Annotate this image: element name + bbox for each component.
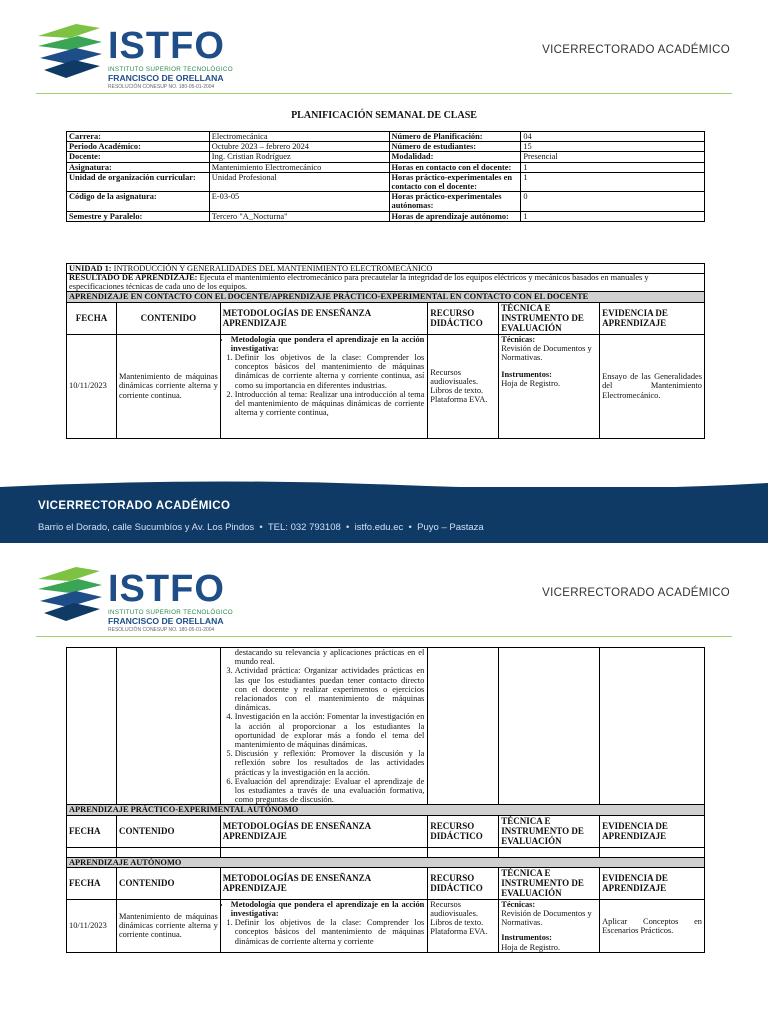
metodo-step: 3. Actividad práctica: Organizar actividades prácticas en las que los estudiantes puedan tener contacto directo con el docente y realizar experimentos o ejercicios relacionados con el mantenimiento de máquinas dinámicas. xyxy=(235,666,425,712)
info-label: Periodo Académico: xyxy=(67,142,210,152)
brand-name: ISTFO xyxy=(108,25,225,67)
row-tecnica xyxy=(499,899,600,952)
info-value: Electromecánica xyxy=(209,132,389,142)
tecnicas-label: Técnicas: xyxy=(501,899,536,909)
info-label: Carrera: xyxy=(67,132,210,142)
metodo-title: • Metodología que pondera el aprendizaje en la acción investigativa: xyxy=(231,335,425,353)
table-row xyxy=(67,899,705,952)
table-row xyxy=(67,334,705,438)
instrumentos-value: Hoja de Registro. xyxy=(501,942,561,952)
footer-web[interactable]: istfo.edu.ec xyxy=(354,522,404,533)
info-value: 04 xyxy=(521,132,705,142)
row-recurso: Recursos audiovisuales. Libros de texto. Plataforma EVA. xyxy=(428,334,499,438)
section-header xyxy=(67,805,705,815)
info-value: Ing. Cristian Rodríguez xyxy=(209,152,389,162)
row-evidencia: Aplicar Conceptos en Escenarios Prácticos. xyxy=(600,899,705,952)
info-label: Horas en contacto con el docente: xyxy=(389,162,521,172)
header-vicerrectorado: VICERRECTORADO ACADÉMICO xyxy=(542,587,730,599)
row-contenido: Mantenimiento de máquinas dinámicas corriente alterna y corriente continua. xyxy=(116,334,220,438)
info-value: Octubre 2023 – febrero 2024 xyxy=(209,142,389,152)
col-metodologia: METODOLOGÍAS DE ENSEÑANZA APRENDIZAJE xyxy=(220,302,428,334)
info-value: 1 xyxy=(521,162,705,172)
page-2 xyxy=(0,543,768,1024)
header-divider xyxy=(36,636,732,637)
header-vicerrectorado: VICERRECTORADO ACADÉMICO xyxy=(542,44,730,56)
footer-wave-icon xyxy=(0,477,768,497)
info-value: 0 xyxy=(521,192,705,211)
col-recurso: RECURSO DIDÁCTICO xyxy=(428,867,499,899)
row-metodologia xyxy=(220,334,428,438)
metodo-step: 2. Introducción al tema: Realizar una introducción al tema del mantenimiento de máquinas dinámicas de corriente alterna y corriente continua, xyxy=(235,390,425,418)
row-metodologia xyxy=(220,899,428,952)
istfo-emblem-icon xyxy=(36,565,106,631)
row-tecnica xyxy=(499,334,600,438)
col-tecnica: TÉCNICA E INSTRUMENTO DE EVALUACIÓN xyxy=(499,815,600,847)
col-evidencia: EVIDENCIA DE APRENDIZAJE xyxy=(600,815,705,847)
result-row xyxy=(67,274,705,292)
result-text: Ejecuta el mantenimiento electromecánico para precautelar la integridad de los equipos eléctricos y mecánicos basados en manuales y especificaciones técnicas de cada uno de los equipos. xyxy=(69,273,649,291)
tecnicas-value: Revisión de Documentos y Normativas. xyxy=(501,343,592,362)
document-title: PLANIFICACIÓN SEMANAL DE CLASE xyxy=(291,110,477,121)
row-recurso: Recursos audiovisuales. Libros de texto. Plataforma EVA. xyxy=(428,899,499,952)
col-recurso: RECURSO DIDÁCTICO xyxy=(428,302,499,334)
tecnicas-label: Técnicas: xyxy=(501,334,536,344)
info-value: Presencial xyxy=(521,152,705,162)
info-value: Tercero "A_Nocturna" xyxy=(209,211,389,221)
col-tecnica: TÉCNICA E INSTRUMENTO DE EVALUACIÓN xyxy=(499,302,600,334)
info-value: Unidad Profesional xyxy=(209,172,389,191)
info-label: Número de estudiantes: xyxy=(389,142,521,152)
unit-row xyxy=(67,264,705,274)
info-table xyxy=(66,131,705,222)
continuation-table xyxy=(66,647,705,953)
metodo-title: • Metodología que pondera el aprendizaje en la acción investigativa: xyxy=(231,900,425,918)
column-header-row xyxy=(67,302,705,334)
info-value: Mantenimiento Electromecánico xyxy=(209,162,389,172)
info-row xyxy=(67,152,705,162)
col-recurso: RECURSO DIDÁCTICO xyxy=(428,815,499,847)
col-contenido: CONTENIDO xyxy=(116,302,220,334)
col-metodologia: METODOLOGÍAS DE ENSEÑANZA APRENDIZAJE xyxy=(220,867,428,899)
footer-phone: TEL: 032 793108 xyxy=(267,522,341,533)
metodo-step: 6. Evaluación del aprendizaje: Evaluar el aprendizaje de los estudiantes a través de una evaluación formativa, como preguntas de discusión. xyxy=(235,777,425,805)
instrumentos-value: Hoja de Registro. xyxy=(501,379,561,389)
info-label: Unidad de organización curricular: xyxy=(67,172,210,191)
info-label: Horas de aprendizaje autónomo: xyxy=(389,211,521,221)
footer-address: Barrio el Dorado, calle Sucumbíos y Av. Los Pindos • TEL: 032 793108 • istfo.edu.ec • Puyo – Pastaza xyxy=(38,522,484,533)
col-evidencia: EVIDENCIA DE APRENDIZAJE xyxy=(600,302,705,334)
metodo-step: 1. Definir los objetivos de la clase: Comprender los conceptos básicos del mantenimiento de máquinas dinámicas de corriente alterna y corriente continua, así como su importancia en diferentes industrias. xyxy=(235,353,425,390)
brand-name: ISTFO xyxy=(108,568,225,610)
row-evidencia: Ensayo de las Generalidades del Mantenimiento Electromecánico. xyxy=(600,334,705,438)
info-value: 1 xyxy=(521,211,705,221)
section-title: APRENDIZAJE EN CONTACTO CON EL DOCENTE/APRENDIZAJE PRÁCTICO-EXPERIMENTAL EN CONTACTO CON EL DOCENTE xyxy=(67,292,705,302)
brand-subtitle-2: FRANCISCO DE ORELLANA xyxy=(108,616,224,626)
col-fecha: FECHA xyxy=(67,302,117,334)
col-fecha: FECHA xyxy=(67,867,117,899)
instrumentos-label: Instrumentos: xyxy=(501,933,552,943)
footer-address-text: Barrio el Dorado, calle Sucumbíos y Av. Los Pindos xyxy=(38,522,255,533)
info-value: 15 xyxy=(521,142,705,152)
metodo-cont-text: destacando su relevancia y aplicaciones prácticas en el mundo real. xyxy=(234,648,425,667)
instrumentos-label: Instrumentos: xyxy=(501,370,552,380)
page-footer xyxy=(0,487,768,543)
metodo-step: 1. Definir los objetivos de la clase: Comprender los conceptos básicos del mantenimiento de máquinas dinámicas de corriente alterna y corriente xyxy=(235,918,425,946)
info-label: Modalidad: xyxy=(389,152,521,162)
col-metodologia: METODOLOGÍAS DE ENSEÑANZA APRENDIZAJE xyxy=(220,815,428,847)
brand-subtitle-1: INSTITUTO SUPERIOR TECNOLÓGICO xyxy=(108,66,233,73)
col-tecnica: TÉCNICA E INSTRUMENTO DE EVALUACIÓN xyxy=(499,867,600,899)
metodo-steps xyxy=(223,666,425,804)
metodo-step: 4. Investigación en la acción: Fomentar la investigación en la acción al proporcionar a los estudiantes la oportunidad de explorar más a fondo el tema del mantenimiento de máquinas dinámicas. xyxy=(235,712,425,749)
section-header xyxy=(67,857,705,867)
info-value: E-03-05 xyxy=(209,192,389,211)
istfo-emblem-icon xyxy=(36,22,106,88)
info-label: Horas práctico-experimentales autónomas: xyxy=(389,192,521,211)
info-label: Semestre y Paralelo: xyxy=(67,211,210,221)
col-contenido: CONTENIDO xyxy=(116,815,220,847)
column-header-row xyxy=(67,867,705,899)
tecnicas-value: Revisión de Documentos y Normativas. xyxy=(501,909,592,928)
row-fecha: 10/11/2023 xyxy=(67,899,117,952)
section-title: APRENDIZAJE AUTÓNOMO xyxy=(67,857,705,867)
info-row xyxy=(67,162,705,172)
brand-resolution: RESOLUCIÓN CONESUP NO. 180-05-01-2004 xyxy=(108,84,215,90)
col-fecha: FECHA xyxy=(67,815,117,847)
info-label: Número de Planificación: xyxy=(389,132,521,142)
info-row xyxy=(67,142,705,152)
row-contenido: Mantenimiento de máquinas dinámicas corriente alterna y corriente continua. xyxy=(116,899,220,952)
info-label: Horas práctico-experimentales en contacto con el docente: xyxy=(389,172,521,191)
col-contenido: CONTENIDO xyxy=(116,867,220,899)
info-value: 1 xyxy=(521,172,705,191)
footer-city: Puyo – Pastaza xyxy=(417,522,484,533)
info-row xyxy=(67,211,705,221)
brand-subtitle-1: INSTITUTO SUPERIOR TECNOLÓGICO xyxy=(108,609,233,616)
info-label: Docente: xyxy=(67,152,210,162)
footer-title: VICERRECTORADO ACADÉMICO xyxy=(38,500,231,512)
metodo-steps xyxy=(223,353,425,417)
row-fecha: 10/11/2023 xyxy=(67,334,117,438)
metodo-step: 5. Discusión y reflexión: Promover la discusión y la reflexión sobre los resultados de las actividades prácticas y la investigación en la acción. xyxy=(235,749,425,777)
info-label: Asignatura: xyxy=(67,162,210,172)
brand-resolution: RESOLUCIÓN CONESUP NO. 180-05-01-2004 xyxy=(108,627,215,633)
info-row xyxy=(67,192,705,211)
table-row-empty xyxy=(67,847,705,857)
section-title: APRENDIZAJE PRÁCTICO-EXPERIMENTAL AUTÓNOMO xyxy=(67,805,705,815)
unit-table xyxy=(66,263,705,439)
istfo-logo xyxy=(36,565,246,637)
result-label: RESULTADO DE APRENDIZAJE: xyxy=(69,273,198,283)
info-label: Código de la asignatura: xyxy=(67,192,210,211)
column-header-row xyxy=(67,815,705,847)
info-row xyxy=(67,172,705,191)
col-evidencia: EVIDENCIA DE APRENDIZAJE xyxy=(600,867,705,899)
unit-label: UNIDAD 1: xyxy=(69,264,112,273)
section-header xyxy=(67,292,705,302)
row-metodologia-cont xyxy=(220,648,428,805)
table-row xyxy=(67,648,705,805)
info-row xyxy=(67,132,705,142)
unit-name: INTRODUCCIÓN Y GENERALIDADES DEL MANTENIMIENTO ELECTROMECÁNICO xyxy=(113,264,433,273)
istfo-logo xyxy=(36,22,246,94)
header-divider xyxy=(36,93,732,94)
brand-subtitle-2: FRANCISCO DE ORELLANA xyxy=(108,73,224,83)
